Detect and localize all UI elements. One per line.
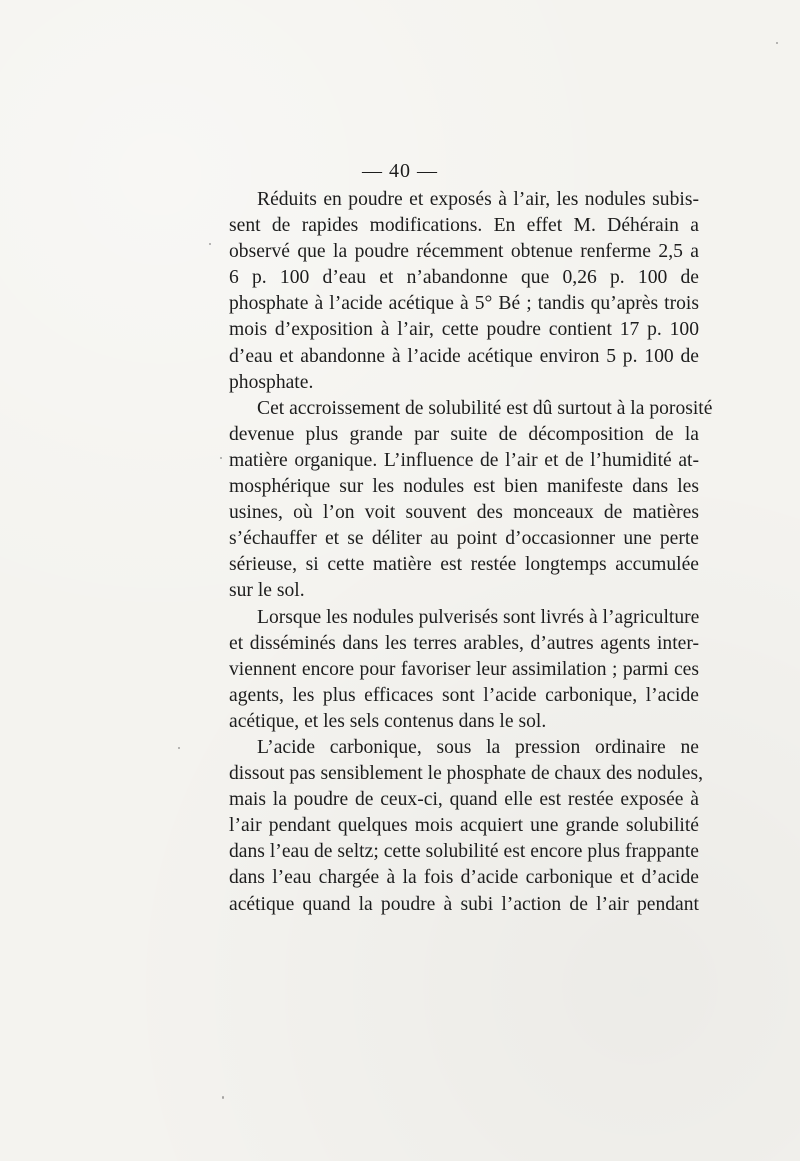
text-line: sérieuse, si cette matière est restée longtemps accumulée xyxy=(229,554,699,576)
paper-speck xyxy=(222,1096,224,1099)
paragraph-4 xyxy=(229,735,703,918)
text-line: usines, où l’on voit souvent des monceaux de matières xyxy=(229,502,699,524)
text-line: devenue plus grande par suite de décomposition de la xyxy=(229,423,699,445)
text-line: mois d’exposition à l’air, cette poudre contient 17 p. 100 xyxy=(229,319,699,341)
text-line: acétique quand la poudre à subi l’action de l’air pendant xyxy=(229,893,699,915)
paper-speck xyxy=(220,457,222,459)
page-number: — 40 — xyxy=(362,160,438,182)
paper-speck xyxy=(209,243,211,245)
text-line: dans l’eau chargée à la fois d’acide carbonique et d’acide xyxy=(229,867,699,889)
text-line: 6 p. 100 d’eau et n’abandonne que 0,26 p. 100 de xyxy=(229,267,699,289)
text-line: observé que la poudre récemment obtenue renferme 2,5 a xyxy=(229,241,699,263)
text-line: sur le sol. xyxy=(229,580,305,602)
text-line: d’eau et abandonne à l’acide acétique environ 5 p. 100 de xyxy=(229,345,699,367)
body-text xyxy=(229,187,713,918)
text-line: Réduits en poudre et exposés à l’air, les nodules subis- xyxy=(257,189,699,210)
paragraph-2 xyxy=(229,396,713,605)
text-line: phosphate à l’acide acétique à 5° Bé ; tandis qu’après trois xyxy=(229,293,699,315)
text-line: phosphate. xyxy=(229,371,314,393)
text-line: Lorsque les nodules pulverisés sont livrés à l’agriculture xyxy=(257,606,700,628)
text-line: viennent encore pour favoriser leur assimilation ; parmi ces xyxy=(229,658,699,680)
text-line: sent de rapides modifications. En effet M. Déhérain a xyxy=(229,215,699,237)
text-line: dans l’eau de seltz; cette solubilité est encore plus frappante xyxy=(229,841,699,863)
text-line: acétique, et les sels contenus dans le sol. xyxy=(229,710,547,732)
text-line: Cet accroissement de solubilité est dû surtout à la porosité xyxy=(257,397,713,419)
text-line: et disséminés dans les terres arables, d’autres agents inter- xyxy=(229,632,699,654)
text-line: mais la poudre de ceux-ci, quand elle est restée exposée à xyxy=(229,789,699,811)
text-line: mosphérique sur les nodules est bien manifeste dans les xyxy=(229,476,699,498)
text-line: matière organique. L’influence de l’air et de l’humidité at- xyxy=(229,449,699,471)
paragraph-3 xyxy=(229,605,699,735)
text-line: s’échauffer et se déliter au point d’occasionner une perte xyxy=(229,528,699,550)
text-line: L’acide carbonique, sous la pression ordinaire ne xyxy=(257,736,699,758)
paper-speck xyxy=(776,42,778,44)
text-line: agents, les plus efficaces sont l’acide carbonique, l’acide xyxy=(229,684,699,706)
text-line: dissout pas sensiblement le phosphate de chaux des nodules, xyxy=(229,763,703,785)
paper-speck xyxy=(178,747,180,749)
text-line: l’air pendant quelques mois acquiert une grande solubilité xyxy=(229,815,699,837)
paragraph-1 xyxy=(229,187,699,396)
